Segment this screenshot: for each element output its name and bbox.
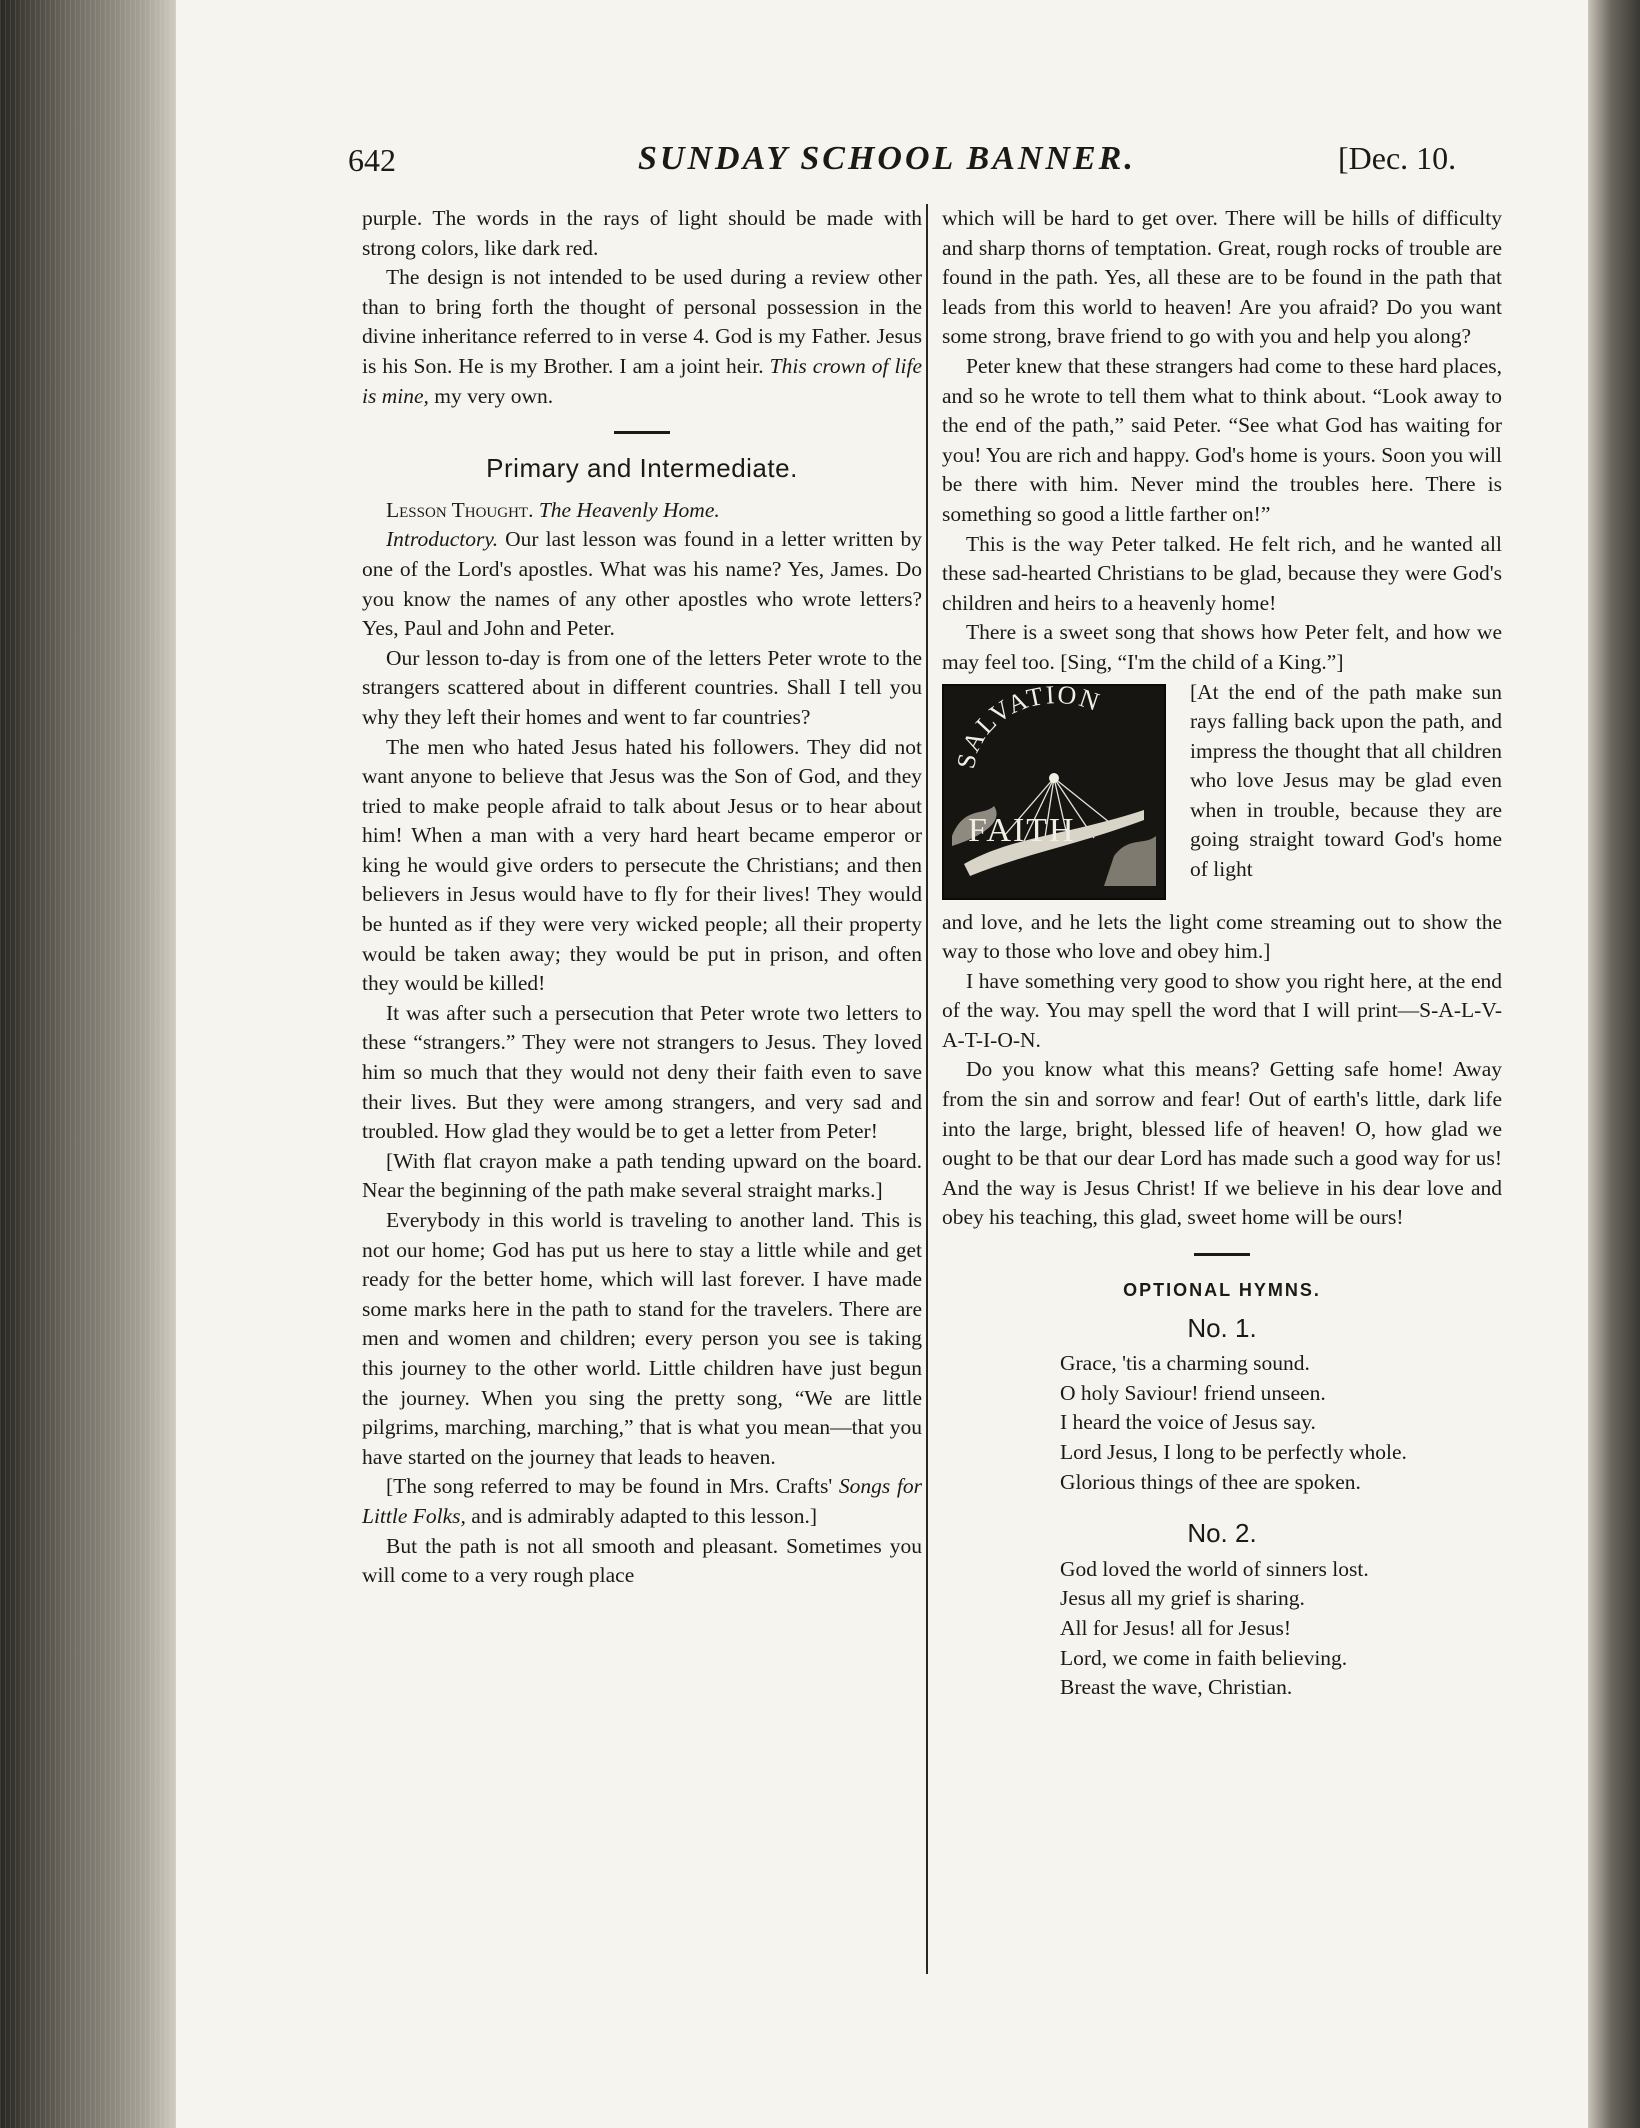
hymn-line: O holy Saviour! friend unseen. — [1060, 1380, 1326, 1405]
section-rule — [614, 431, 670, 434]
emphasis-text: This crown of life is mine, — [362, 353, 923, 408]
lesson-label: Lesson Thought. — [386, 497, 534, 522]
paragraph-text: my very own. — [428, 383, 554, 408]
lesson-title: The Heavenly Home. — [538, 497, 720, 522]
sun-icon — [1049, 773, 1059, 783]
paragraph-text: The design is not intended to be used during a review other than to bring forth the thought of personal possession in the divine inheritance referred to in verse 4. God is my Father. Jesus is his Son. He is my Brother. I am a joint heir. — [362, 265, 922, 378]
hymn-line: All for Jesus! all for Jesus! — [1060, 1615, 1292, 1640]
paragraph: Do you know what this means? Getting safe home! Away from the sin and sorrow and fear! Out of earth's little, dark life into the large, bright, blessed life of heaven! O, how glad we ought to be that our dear Lord has made such a good way for us! And the way is Jesus Christ! If we believe in his dear love and obey his teaching, this glad, sweet home will be ours! — [942, 1057, 1502, 1230]
section-heading: Primary and Intermediate. — [486, 453, 798, 484]
paragraph — [362, 263, 922, 411]
left-column — [362, 204, 922, 1591]
hymn-line: Lord Jesus, I long to be perfectly whole. — [1060, 1440, 1407, 1464]
paragraph: The men who hated Jesus hated his followers. They did not want anyone to believe that Jesus was the Son of God, and they tried to make people afraid to talk about Jesus or to hear about him! When a man with a very hard heart became emperor or king he would give orders to persecute the Christians; and then believers in Jesus would have to fly for their lives! They would be hunted as if they were very wicked people; all their property would be taken away; they would be put in prison, and often they would be killed! — [362, 734, 922, 996]
intro-label: Introductory. — [386, 527, 499, 552]
paragraph: Our lesson to-day is from one of the letters Peter wrote to the strangers scattered about in different countries. Shall I tell you why they left their homes and went to far countries? — [362, 645, 922, 729]
paragraph-text: and is admirably adapted to this lesson.] — [465, 1503, 818, 1528]
book-title: Songs for Little Folks, — [362, 1474, 922, 1528]
hymn-number: No. 1. — [1187, 1312, 1257, 1343]
figure-top-word: SALVATION — [951, 685, 1105, 771]
page-number: 642 — [348, 142, 396, 178]
paragraph: and love, and he lets the light come streaming out to show the way to those who love and obey him.] — [942, 909, 1502, 964]
paragraph: which will be hard to get over. There will be hills of difficulty and sharp thorns of temptation. Great, rough rocks of trouble are found in the path. Yes, all these are to be found in the path that leads from this world to heaven! Are you afraid? Do you want some strong, brave friend to go with you and help you along? — [942, 206, 1502, 349]
book-right-edge — [1588, 0, 1640, 2128]
paragraph: It was after such a persecution that Peter wrote two letters to these “strangers.” They were not strangers to Jesus. They loved him so much that they would not deny their faith even to save their lives. But they were among strangers, and very sad and troubled. How glad they would be to get a letter from Peter! — [362, 1000, 922, 1144]
paragraph: purple. The words in the rays of light should be made with strong colors, like dark red. — [362, 206, 922, 260]
paragraph: But the path is not all smooth and pleasant. Sometimes you will come to a very rough place — [362, 1533, 922, 1588]
paragraph: Everybody in this world is traveling to another land. This is not our home; God has put us here to stay a little while and get ready for the better home, which will last forever. I have made some marks here in the path to stand for the travelers. There are men and women and children; every person you see is taking this journey to the other world. Little children have just begun the journey. When you sing the pretty song, “We are little pilgrims, marching, marching,” that is what you mean—that you have started on the journey that leads to heaven. — [362, 1208, 922, 1469]
figure-side-text: [At the end of the path make sun rays falling back upon the path, and impress the thought that all children who love Jesus may be glad even when in trouble, because they are going straight toward God's home of light — [1190, 679, 1502, 882]
hymn-line: I heard the voice of Jesus say. — [1060, 1410, 1316, 1435]
paragraph: [With flat crayon make a path tending upward on the board. Near the beginning of the path make several straight marks.] — [362, 1148, 922, 1203]
column-divider — [926, 204, 928, 1974]
hymn-number: No. 2. — [1187, 1518, 1257, 1549]
illustration-art — [944, 686, 1164, 898]
hymn-line: Jesus all my grief is sharing. — [1060, 1586, 1305, 1611]
hymn-line: Grace, 'tis a charming sound. — [1060, 1351, 1310, 1376]
figure-bottom-word: FAITH — [968, 811, 1076, 849]
paragraph-text: [The song referred to may be found in Mrs. Crafts' — [386, 1474, 833, 1499]
section-rule — [1194, 1253, 1250, 1256]
hymn-line: Glorious things of thee are spoken. — [1060, 1469, 1361, 1494]
page-edges — [0, 0, 176, 2128]
paragraph — [362, 1472, 922, 1531]
hymn-list-1 — [1060, 1349, 1502, 1497]
paragraph: Peter knew that these strangers had come to these hard places, and so he wrote to tell them what to think about. “Look away to the end of the path,” said Peter. “See what God has waiting for you! You are rich and happy. God's home is yours. Soon you will be there with him. Never mind the troubles here. There is something so good a little farther on!” — [942, 353, 1502, 526]
paragraph: I have something very good to show you right here, at the end of the way. You may spell the word that I will print—S-A-L-V-A-T-I-O-N. — [942, 968, 1502, 1052]
figure-block — [942, 678, 1502, 908]
page-header — [348, 138, 1498, 188]
paragraph-text: Our last lesson was found in a letter written by one of the Lord's apostles. What was his name? Yes, James. Do you know the names of any other apostles who wrote letters? Yes, Paul and John and Peter. — [362, 527, 922, 641]
paragraph: This is the way Peter talked. He felt rich, and he wanted all these sad-hearted Christians to be glad, because they were God's children and heirs to a heavenly home! — [942, 531, 1502, 615]
journal-title: SUNDAY SCHOOL BANNER. — [638, 140, 1136, 177]
paragraph: There is a sweet song that shows how Peter felt, and how we may feel too. [Sing, “I'm the child of a King.”] — [942, 620, 1502, 674]
hymn-list-2 — [1060, 1555, 1502, 1703]
issue-date: [Dec. 10. — [1338, 140, 1457, 176]
hymn-line: Lord, we come in faith believing. — [1060, 1645, 1348, 1670]
hymn-line: God loved the world of sinners lost. — [1060, 1556, 1369, 1581]
salvation-faith-illustration — [942, 684, 1166, 900]
rock-shape — [1104, 836, 1156, 886]
right-column — [942, 204, 1502, 1703]
lesson-thought — [362, 496, 922, 526]
hymns-title: OPTIONAL HYMNS. — [1123, 1280, 1321, 1301]
hymn-line: Breast the wave, Christian. — [1060, 1675, 1293, 1700]
paragraph — [362, 525, 922, 643]
